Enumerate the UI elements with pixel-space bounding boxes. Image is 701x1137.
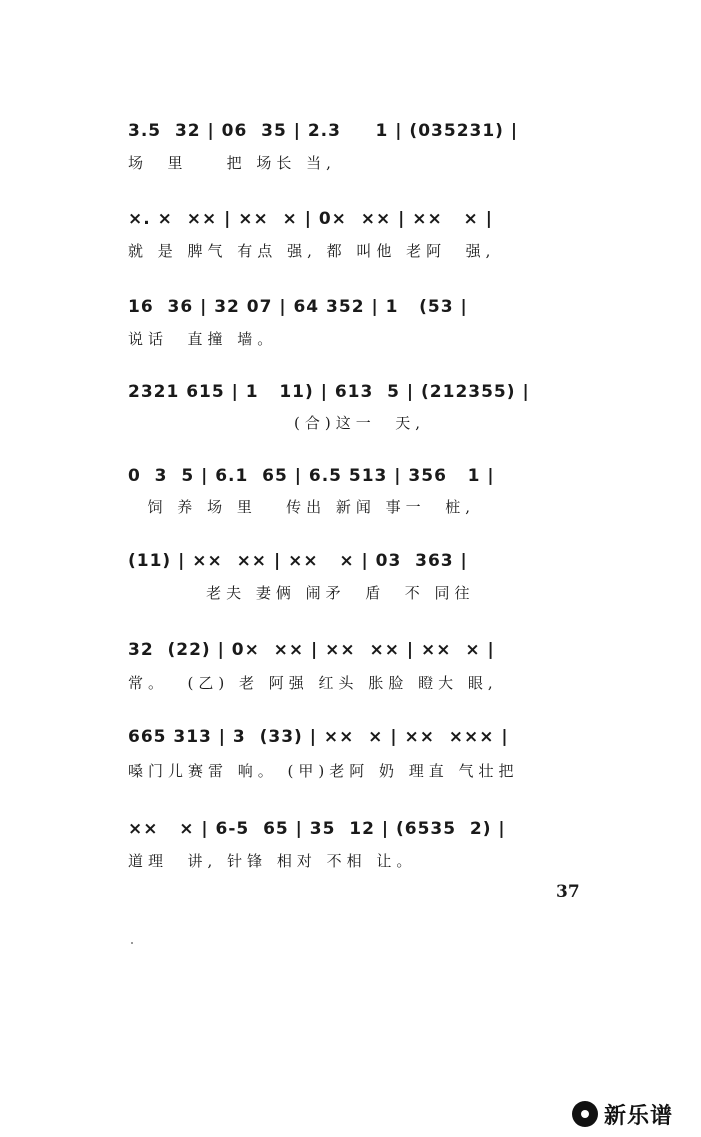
notation-line-5: 0 3 5 | 6.1 65 | 6.5 513 | 356 1 |	[128, 466, 495, 486]
vinyl-record-icon	[572, 1101, 598, 1127]
watermark	[572, 1098, 673, 1130]
lyrics-line-4: (合)这一 天,	[128, 414, 426, 432]
lyrics-line-6: 老夫 妻俩 闹矛 盾 不 同往	[128, 584, 475, 602]
notation-line-6: (11) | ×× ×× | ×× × | 03 363 |	[128, 551, 468, 571]
scan-speck	[131, 942, 133, 944]
notation-line-8: 665 313 | 3 (33) | ×× × | ×× ××× |	[128, 727, 509, 747]
watermark-text: 新乐谱	[604, 1103, 674, 1129]
lyrics-line-2: 就 是 脾气 有点 强, 都 叫他 老阿 强,	[128, 242, 496, 260]
lyrics-line-9: 道理 讲, 针锋 相对 不相 让。	[128, 852, 417, 870]
lyrics-line-5: 饲 养 场 里 传出 新闻 事一 桩,	[128, 498, 475, 516]
notation-line-7: 32 (22) | 0× ×× | ×× ×× | ×× × |	[128, 640, 495, 660]
lyrics-line-7: 常。 (乙) 老 阿强 红头 胀脸 瞪大 眼,	[128, 674, 498, 692]
page-number: 37	[556, 882, 580, 902]
notation-line-3: 16 36 | 32 07 | 64 352 | 1 (53 |	[128, 297, 468, 317]
notation-line-4: 2321 615 | 1 11) | 613 5 | (212355) |	[128, 382, 530, 402]
notation-line-9: ×× × | 6-5 65 | 35 12 | (6535 2) |	[128, 819, 506, 839]
lyrics-line-3: 说话 直撞 墙。	[128, 330, 278, 348]
lyrics-line-1: 场 里 把 场长 当,	[128, 154, 336, 172]
notation-line-2: ×. × ×× | ×× × | 0× ×× | ×× × |	[128, 209, 493, 229]
lyrics-line-8: 嗓门儿赛雷 响。 (甲)老阿 奶 理直 气壮把	[128, 762, 519, 780]
notation-line-1: 3.5 32 | 06 35 | 2.3 1 | (035231) |	[128, 121, 519, 141]
